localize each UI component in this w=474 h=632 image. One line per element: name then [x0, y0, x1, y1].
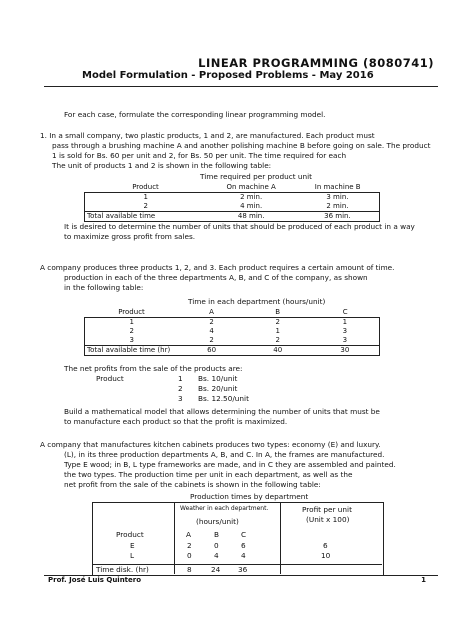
p2-profit-product: 2 [178, 384, 183, 393]
p3-line-4: the two types. The production time per unit in each department, as well as the [64, 470, 353, 479]
table-cell: 0 [214, 541, 219, 550]
p1-after-2: to maximize gross profit from sales. [64, 232, 196, 241]
p3-header-c: C [241, 530, 247, 539]
table-cell: 4 [241, 551, 246, 560]
p2-profit-value: Bs. 20/unit [198, 384, 238, 393]
table-cell: 1 [275, 327, 280, 335]
p1-table-caption: Time required per product unit [200, 172, 313, 181]
table-cell: Time disk. (hr) [96, 565, 149, 574]
table-header-cell: In machine B [314, 183, 361, 191]
p2-after-2: to manufacture each product so that the profit is maximized. [64, 417, 288, 426]
p3-header-a: A [186, 530, 191, 539]
p2-after-1: Build a mathematical model that allows determining the number of units that must be [64, 407, 380, 416]
p2-line-1: A company produces three products 1, 2, and 3. Each product requires a certain amount of time. [40, 263, 395, 272]
table-row [85, 193, 380, 203]
p3-profit-label: Profit per unit [302, 505, 352, 514]
table-cell: 36 min. [324, 212, 351, 220]
p2-line-2: production in each of the three departments A, B, and C of the company, as shown [64, 273, 368, 282]
table-cell: 2 [275, 336, 280, 344]
document-title: LINEAR PROGRAMMING (8080741) [198, 56, 434, 70]
table-cell: 3 [85, 336, 179, 346]
table-total-row [85, 212, 380, 222]
table-row [85, 336, 380, 346]
table-row [85, 318, 380, 328]
table-cell: 2 [85, 202, 207, 212]
table-cell: 36 [238, 565, 248, 574]
table-cell: Total available time (hr) [87, 346, 171, 354]
p1-line-2: pass through a brushing machine A and another polishing machine B before going on sale. The product [52, 141, 431, 150]
table-header-cell: Product [132, 183, 159, 191]
p1-line-3: 1 is sold for Bs. 60 per unit and 2, for Bs. 50 per unit. The time required for each [52, 151, 347, 160]
intro-text: For each case, formulate the corresponding linear programming model. [64, 110, 326, 119]
table-cell: 48 min. [237, 212, 265, 220]
table-cell: Total available time [87, 212, 156, 220]
table-cell: 60 [207, 346, 217, 354]
table-header-row [85, 308, 380, 318]
table-header-row [85, 183, 380, 193]
p3-line-3: Type E wood; in B, L type frameworks are made, and in C they are assembled and painted. [64, 460, 396, 469]
p1-line-1: 1. In a small company, two plastic products, 1 and 2, are manufactured. Each product must [40, 131, 375, 140]
p3-header-b: B [214, 530, 220, 539]
footer-author: Prof. José Luis Quintero [48, 576, 142, 584]
p3-line-2: (L), in its three production departments A, B, and C. In A, the frames are manufactured. [64, 450, 385, 459]
table-header-cell: B [275, 308, 281, 316]
table-cell: L [130, 551, 135, 560]
table-cell: 30 [340, 346, 350, 354]
table-cell: E [130, 541, 135, 550]
table-cell: 2 [85, 327, 179, 336]
p3-line-1: A company that manufactures kitchen cabinets produces two types: economy (E) and luxury. [40, 440, 381, 449]
table-cell: 3 min. [296, 193, 380, 203]
p3-profit-unit: (Unit x 100) [306, 515, 350, 524]
table-cell: 4 [214, 551, 219, 560]
p2-table [84, 308, 380, 356]
p3-weather-label: Weather in each department. [180, 505, 269, 512]
table-cell: 1 [85, 193, 207, 203]
p3-header-product: Product [116, 530, 144, 539]
table-cell: 10 [321, 551, 331, 560]
p2-profit-value: Bs. 10/unit [198, 374, 238, 383]
p3-table-caption: Production times by department [190, 492, 309, 501]
header-rule [44, 86, 438, 87]
p2-line-3: in the following table: [64, 283, 144, 292]
table-cell: 3 [311, 336, 380, 346]
table-cell: 2 min. [240, 193, 263, 201]
table-cell: 1 [85, 318, 179, 328]
p1-table [84, 183, 380, 222]
table-cell: 4 [209, 327, 214, 335]
p3-hours-label: (hours/unit) [196, 517, 239, 526]
page-number: 1 [421, 576, 426, 584]
p1-line-4: The unit of products 1 and 2 is shown in the following table: [52, 161, 272, 170]
table-cell: 0 [187, 551, 192, 560]
table-cell: 6 [323, 541, 328, 550]
p2-profit-product: 1 [178, 374, 183, 383]
table-header-cell: On machine A [226, 183, 276, 191]
table-cell: 1 [311, 318, 380, 328]
p2-profit-product: 3 [178, 394, 183, 403]
table-cell: 2 [209, 336, 214, 344]
p2-profits-intro: The net profits from the sale of the products are: [64, 364, 243, 373]
table-cell: 8 [187, 565, 192, 574]
table-cell: 6 [241, 541, 246, 550]
table-cell: 24 [211, 565, 221, 574]
table-header-cell: C [342, 308, 348, 316]
document-subtitle: Model Formulation - Proposed Problems - May 2016 [82, 70, 374, 81]
table-header-cell: Product [118, 308, 145, 316]
p2-profit-value: Bs. 12.50/unit [198, 394, 249, 403]
table-cell: 4 min. [240, 202, 263, 210]
p3-line-5: net profit from the sale of the cabinets is shown in the following table: [64, 480, 321, 489]
table-total-row [85, 346, 380, 356]
p1-after-1: It is desired to determine the number of units that should be produced of each product in a way [64, 222, 415, 231]
table-cell: 40 [273, 346, 283, 354]
table-row [85, 327, 380, 336]
table-cell: 2 [187, 541, 192, 550]
table-cell: 2 [209, 318, 214, 326]
table-header-cell: A [209, 308, 214, 316]
table-cell: 3 [311, 327, 380, 336]
table-row [85, 202, 380, 212]
p2-table-caption: Time in each department (hours/unit) [188, 297, 326, 306]
table-cell: 2 [275, 318, 280, 326]
p2-profits-label: Product [96, 374, 124, 383]
table-cell: 2 min. [296, 202, 380, 212]
